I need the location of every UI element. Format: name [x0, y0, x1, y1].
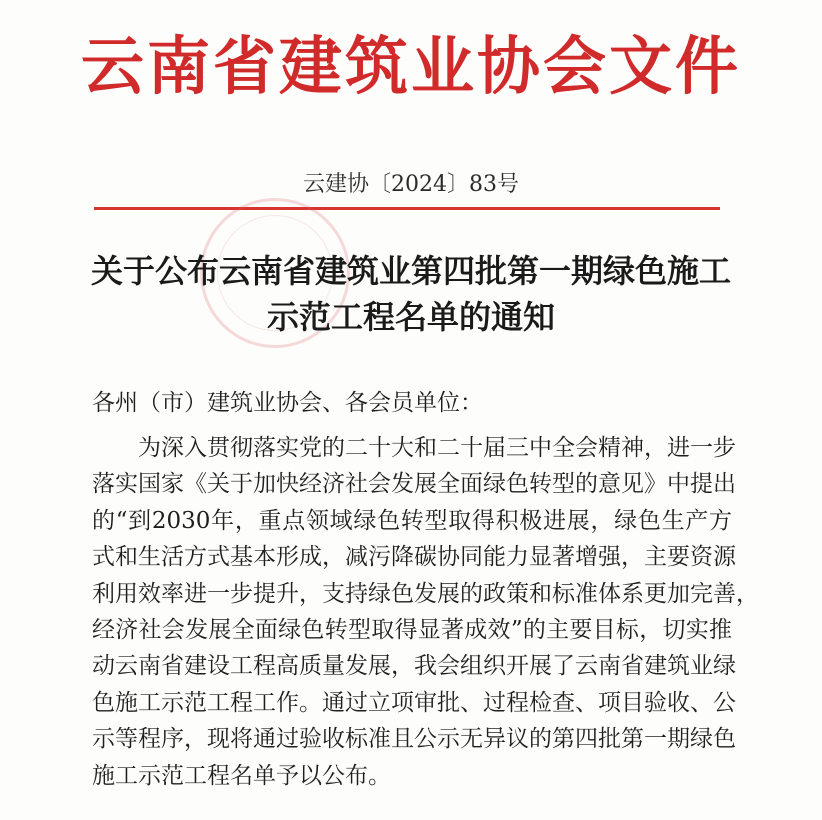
body-line: 色施工示范工程工作。通过立项审批、过程检查、项目验收、公	[92, 689, 736, 716]
notice-title-line: 示范工程名单的通知	[266, 298, 555, 336]
body-line: 的“到2030年，重点领域绿色转型取得积极进展，绿色生产方	[92, 507, 732, 534]
notice-title-line: 关于公布云南省建筑业第四批第一期绿色施工	[90, 252, 731, 290]
document-number: 云建协〔2024〕83号	[303, 172, 519, 197]
body-line: 施工示范工程名单予以公布。	[92, 762, 391, 789]
body-line: 示等程序，现将通过验收标准且公示无异议的第四批第一期绿色	[92, 726, 736, 753]
body-line: 利用效率进一步提升，支持绿色发展的政策和标准体系更加完善，	[92, 580, 759, 607]
salutation: 各州（市）建筑业协会、各会员单位：	[92, 390, 483, 416]
body-line: 经济社会发展全面绿色转型取得显著成效”的主要目标，切实推	[92, 617, 732, 644]
body-line: 落实国家《关于加快经济社会发展全面绿色转型的意见》中提出	[92, 471, 736, 498]
body-line: 动云南省建设工程高质量发展，我会组织开展了云南省建筑业绿	[92, 653, 736, 680]
document-header-title: 云南省建筑业协会文件	[81, 30, 741, 103]
body-paragraph	[92, 430, 759, 794]
body-line: 为深入贯彻落实党的二十大和二十届三中全会精神，进一步	[138, 435, 736, 461]
notice-title	[60, 248, 762, 340]
body-line: 式和生活方式基本形成，减污降碳协同能力显著增强，主要资源	[92, 544, 736, 571]
header-red-rule	[94, 207, 720, 210]
